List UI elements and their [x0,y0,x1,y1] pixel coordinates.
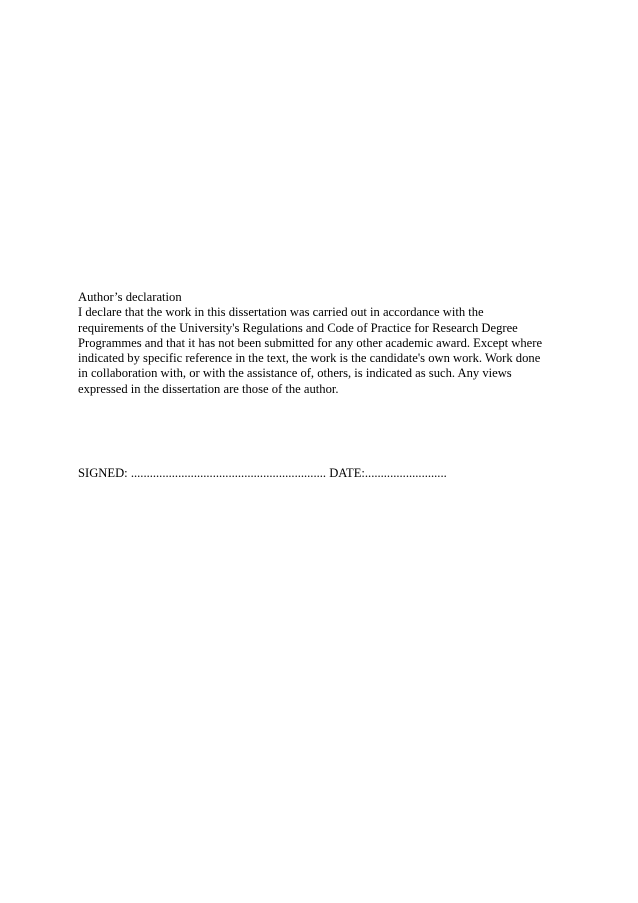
signed-dots: .............................................................. [130,466,327,480]
declaration-body-line-6: expressed in the dissertation are those of the author. [78,381,339,396]
declaration-body-line-4: indicated by specific reference in the text, the work is the candidate's own work. Work done [78,351,541,366]
date-label: DATE: [329,466,365,480]
declaration-body-line-2: requirements of the University's Regulations and Code of Practice for Research Degree [78,320,518,335]
declaration-body-line-5: in collaboration with, or with the assistance of, others, is indicated as such. Any views [78,366,512,381]
declaration-heading: Author’s declaration [78,290,182,304]
declaration-body-line-1: I declare that the work in this dissertation was carried out in accordance with the [78,305,484,320]
signature-line [78,466,447,481]
date-dots: .......................... [364,466,447,480]
signed-label: SIGNED: [78,466,128,480]
declaration-body-line-3: Programmes and that it has not been submitted for any other academic award. Except where [78,335,543,350]
author-declaration [78,290,568,397]
